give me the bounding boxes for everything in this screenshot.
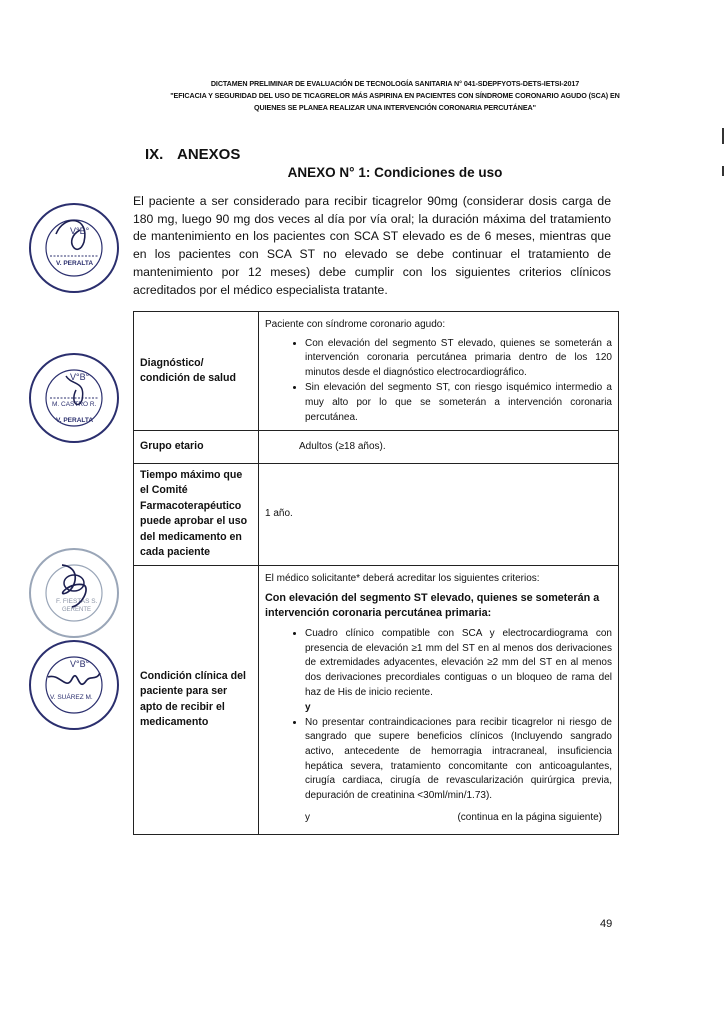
continuation-row: [265, 811, 612, 826]
section-number: IX.: [145, 146, 164, 163]
header-line-3: QUIENES SE PLANEA REALIZAR UNA INTERVENCIÓN CORONARIA PERCUTÁNEA": [254, 103, 536, 112]
page-number: 49: [600, 918, 613, 930]
row-label-diagnosis: Diagnóstico/ condición de salud: [134, 312, 259, 431]
svg-text:V°B°: V°B°: [70, 659, 90, 669]
svg-text:M. CASTRO R.: M. CASTRO R.: [52, 401, 97, 408]
list-item: • No presentar contraindicaciones para recibir ticagrelor ni riesgo de sangrado que supere beneficios clínicos (Incluyendo sangrado activo, antecedente de hemorragia intracraneal, insuficiencia hepática severa, tratamiento concomitante con anticoagulantes, cirugía cardiaca, cirugía de revascularización quirúrgica previa, depuración de creatinina <30ml/min/1.73).: [305, 716, 612, 804]
row-value-clinical-condition: [259, 565, 619, 834]
svg-text:V. PERALTA: V. PERALTA: [56, 417, 94, 424]
final-y: y: [305, 812, 310, 824]
conditions-table: [133, 311, 619, 835]
row-value-max-time: [259, 463, 619, 565]
row-label-max-time: Tiempo máximo que el Comité Farmacoterapéutico puede aprobar el uso del medicamento en cada paciente: [134, 463, 259, 565]
svg-text:V. PERALTA: V. PERALTA: [56, 260, 94, 267]
table-row-diagnosis: [134, 312, 619, 431]
approval-stamp-4: [26, 637, 122, 733]
scan-mark: [722, 166, 724, 176]
row-label-age-group: Grupo etario: [134, 431, 259, 464]
approval-stamp-1: [26, 200, 122, 296]
list-item: • Cuadro clínico compatible con SCA y electrocardiograma con presencia de elevación ≥1 mm del ST en al menos dos derivaciones de extremidades adyacentes, elevación ≥2 mm del ST en al menos dos derivaciones precordiales contiguas o un bloqueo de rama del haz de His de inicio reciente.: [305, 627, 612, 700]
annex-title: ANEXO N° 1: Condiciones de uso: [287, 165, 503, 180]
table-row-age-group: [134, 431, 619, 464]
document-header: [130, 78, 660, 114]
clinical-intro: El médico solicitante* deberá acreditar los siguientes criterios:: [265, 572, 540, 584]
row-value-age-group: [259, 431, 619, 464]
list-item: • Con elevación del segmento ST elevado, quienes se someterán a intervención coronaria percutánea primaria dentro de los 120 minutos desde el diagnóstico electrocardiográfico.: [305, 337, 612, 381]
list-item: • Sin elevación del segmento ST, con riesgo isquémico intermedio a muy alto por lo que se someterán a intervención coronaria percutánea.: [305, 381, 612, 425]
diagnosis-list: [265, 337, 612, 426]
row-label-clinical-condition: Condición clínica del paciente para ser apto de recibir el medicamento: [134, 565, 259, 834]
svg-text:V°B°: V°B°: [70, 226, 90, 236]
svg-text:F. FIESTAS S.: F. FIESTAS S.: [56, 598, 98, 605]
age-group-value: Adultos (≥18 años).: [299, 440, 386, 452]
approval-stamp-2: [26, 350, 122, 446]
header-line-1: DICTAMEN PRELIMINAR DE EVALUACIÓN DE TECNOLOGÍA SANITARIA N° 041-SDEPFYOTS-DETS-IETSI-2017: [210, 79, 580, 88]
row-value-diagnosis: [259, 312, 619, 431]
max-time-value: 1 año.: [265, 507, 293, 519]
intro-paragraph: El paciente a ser considerado para recibir ticagrelor 90mg (considerar dosis carga de 180 mg, luego 90 mg dos veces al día por vía oral; la duración máxima del tratamiento de mantenimiento en los pacientes con SCA ST elevado es de 6 meses, mientras que en los pacientes con SCA ST no elevado se debe continuar el tratamiento de mantenimiento por 12 meses) debe cumplir con los siguientes criterios clínicos acreditados por el médico especialista tratante.: [133, 194, 611, 297]
clinical-subtitle: Con elevación del segmento ST elevado, quienes se someterán a intervención coronaria percutánea primaria:: [265, 592, 600, 620]
section-title: [145, 146, 240, 163]
svg-text:GERENTE: GERENTE: [62, 607, 92, 613]
continued-note: (continua en la página siguiente): [457, 812, 602, 824]
scan-mark: [722, 128, 724, 144]
connector-y: y: [305, 702, 311, 714]
svg-text:V°B°: V°B°: [70, 372, 90, 382]
header-line-2: "EFICACIA Y SEGURIDAD DEL USO DE TICAGRELOR MÁS ASPIRINA EN PACIENTES CON SÍNDROME CORONARIO AGUDO (SCA) EN: [170, 91, 620, 100]
svg-text:V. SUÁREZ M.: V. SUÁREZ M.: [50, 694, 93, 701]
approval-stamp-3: [26, 545, 122, 641]
section-name: ANEXOS: [177, 146, 241, 163]
clinical-list-2: [265, 716, 612, 804]
table-row-clinical-condition: [134, 565, 619, 834]
diagnosis-intro: Paciente con síndrome coronario agudo:: [265, 319, 446, 330]
table-row-max-time: [134, 463, 619, 565]
clinical-list: [265, 627, 612, 700]
